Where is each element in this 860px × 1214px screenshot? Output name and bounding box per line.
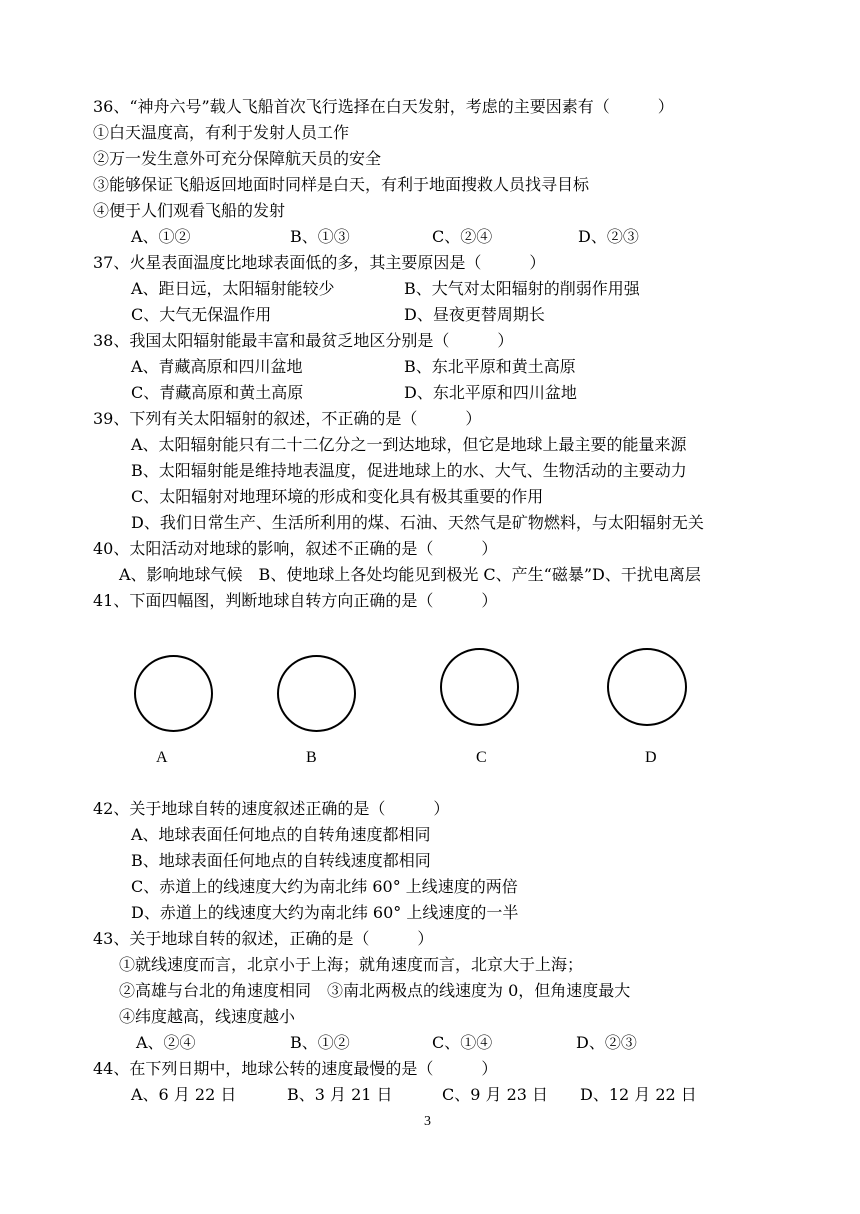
- q39-option-b: B、太阳辐射能是维持地表温度，促进地球上的水、大气、生物活动的主要动力: [131, 461, 687, 480]
- q39-option-d: D、我们日常生产、生活所利用的煤、石油、天然气是矿物燃料，与太阳辐射无关: [131, 513, 704, 532]
- q44-option-c: C、9 月 23 日: [442, 1085, 549, 1104]
- q36-option-a: A、①②: [131, 227, 191, 246]
- q37-stem: 37、火星表面温度比地球表面低的多，其主要原因是（ ）: [93, 253, 546, 272]
- q36-option-c: C、②④: [432, 227, 493, 246]
- q38-stem: 38、我国太阳辐射能最丰富和最贫乏地区分别是（ ）: [93, 331, 514, 350]
- q36-option-b: B、①③: [290, 227, 350, 246]
- diagram-label-b: B: [306, 749, 317, 766]
- q37-option-d: D、昼夜更替周期长: [404, 305, 545, 324]
- diagram-label-c: C: [476, 749, 487, 766]
- q37-option-c: C、大气无保温作用: [131, 305, 272, 324]
- q36-statement-1: ①白天温度高，有利于发射人员工作: [93, 123, 350, 142]
- q42-option-c: C、赤道上的线速度大约为南北纬 60° 上线速度的两倍: [131, 877, 518, 896]
- q38-option-b: B、东北平原和黄土高原: [404, 357, 576, 376]
- q38-option-d: D、东北平原和四川盆地: [404, 383, 577, 402]
- q44-option-a: A、6 月 22 日: [131, 1085, 237, 1104]
- q41-stem: 41、下面四幅图，判断地球自转方向正确的是（ ）: [93, 591, 498, 610]
- diagram-label-d: D: [645, 749, 657, 766]
- diagram-label-a: A: [156, 749, 168, 766]
- q39-option-a: A、太阳辐射能只有二十二亿分之一到达地球，但它是地球上最主要的能量来源: [131, 435, 687, 454]
- q36-option-d: D、②③: [578, 227, 639, 246]
- q42-option-d: D、赤道上的线速度大约为南北纬 60° 上线速度的一半: [131, 903, 519, 922]
- page-number: 3: [424, 1114, 431, 1129]
- q36-statement-3: ③能够保证飞船返回地面时同样是白天，有利于地面搜救人员找寻目标: [93, 175, 590, 194]
- earth-diagram-c: [440, 648, 519, 726]
- q43-statement-1: ①就线速度而言，北京小于上海；就角速度而言，北京大于上海；: [119, 955, 584, 974]
- q38-option-c: C、青藏高原和黄土高原: [131, 383, 304, 402]
- q43-option-c: C、①④: [432, 1033, 493, 1052]
- earth-diagram-d: [607, 648, 687, 726]
- q36-statement-2: ②万一发生意外可充分保障航天员的安全: [93, 149, 382, 168]
- q43-stem: 43、关于地球自转的叙述，正确的是（ ）: [93, 929, 434, 948]
- q37-option-a: A、距日远，太阳辐射能较少: [131, 279, 335, 298]
- q42-stem: 42、关于地球自转的速度叙述正确的是（ ）: [93, 799, 450, 818]
- q44-stem: 44、在下列日期中，地球公转的速度最慢的是（ ）: [93, 1059, 498, 1078]
- q43-option-b: B、①②: [290, 1033, 350, 1052]
- q43-statement-2: ②高雄与台北的角速度相同 ③南北两极点的线速度为 0，但角速度最大: [119, 981, 631, 1000]
- q44-option-d: D、12 月 22 日: [580, 1085, 697, 1104]
- q43-statement-3: ④纬度越高，线速度越小: [119, 1007, 296, 1026]
- earth-diagram-b: [277, 655, 356, 732]
- q42-option-b: B、地球表面任何地点的自转线速度都相同: [131, 851, 431, 870]
- q38-option-a: A、青藏高原和四川盆地: [131, 357, 303, 376]
- q37-option-b: B、大气对太阳辐射的削弱作用强: [404, 279, 640, 298]
- q44-option-b: B、3 月 21 日: [287, 1085, 393, 1104]
- q42-option-a: A、地球表面任何地点的自转角速度都相同: [131, 825, 431, 844]
- q39-stem: 39、下列有关太阳辐射的叙述，不正确的是（ ）: [93, 409, 482, 428]
- q40-stem: 40、太阳活动对地球的影响，叙述不正确的是（ ）: [93, 539, 498, 558]
- q36-stem: 36、“神舟六号”载人飞船首次飞行选择在白天发射，考虑的主要因素有（ ）: [93, 97, 674, 116]
- earth-diagram-a: [134, 655, 213, 732]
- q43-option-d: D、②③: [576, 1033, 637, 1052]
- q39-option-c: C、太阳辐射对地理环境的形成和变化具有极其重要的作用: [131, 487, 544, 506]
- q43-option-a: A、②④: [136, 1033, 196, 1052]
- q36-statement-4: ④便于人们观看飞船的发射: [93, 201, 286, 220]
- q40-options: A、影响地球气候 B、使地球上各处均能见到极光 C、产生“磁暴”D、干扰电离层: [119, 565, 701, 584]
